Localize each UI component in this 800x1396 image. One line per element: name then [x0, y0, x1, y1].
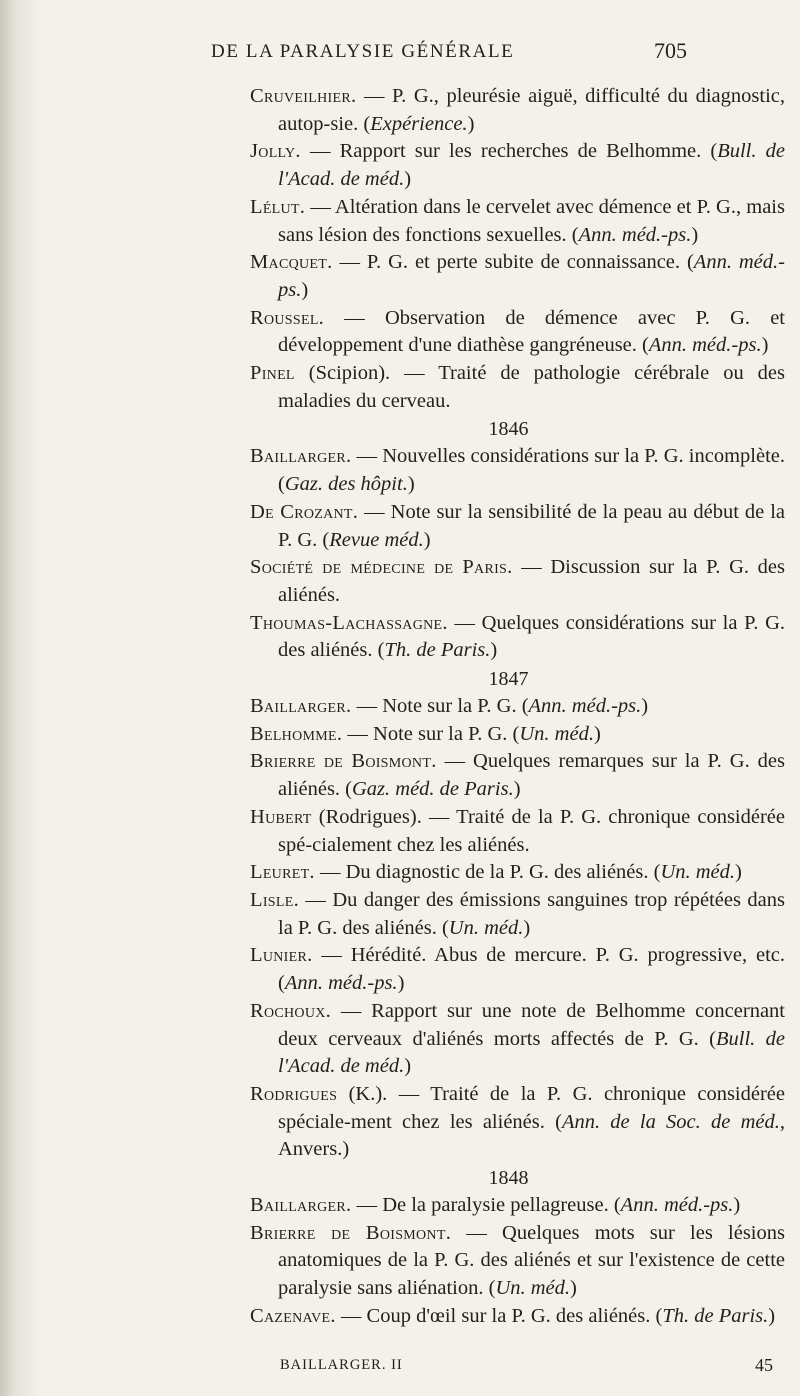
year-heading: 1846 [488, 418, 529, 441]
entry-title: — Nouvelles considérations sur la P. G. incomplète. ( [278, 445, 785, 496]
entry-source-close: ) [467, 112, 475, 135]
entry-author: Brierre de Boismont. [250, 750, 437, 773]
entry-source: Gaz. des hôpit. [284, 473, 408, 496]
entry-title: — Quelques remarques sur la P. G. des aliénés. ( [278, 750, 785, 801]
entry-title: — Rapport sur une note de Belhomme concernant deux cerveaux d'aliénés morts affectés de P. G. ( [278, 999, 785, 1050]
bibliography-entry [250, 942, 785, 997]
bibliography-entry [250, 554, 785, 609]
entry-source: Un. méd. [495, 1277, 571, 1300]
entry-author: Brierre de Boismont. [250, 1221, 452, 1244]
entry-source: Bull. de l'Acad. de méd. [278, 140, 785, 191]
entry-title: — Note sur la P. G. ( [351, 695, 529, 718]
bibliography-entry [250, 1192, 785, 1220]
entry-source: Revue méd. [329, 528, 424, 551]
entry-source-close: ) [761, 334, 769, 357]
entry-source: Ann. méd.-ps. [578, 223, 692, 246]
entry-source-close: ) [523, 916, 531, 939]
entry-source-close: ) [404, 1055, 412, 1078]
bibliography-entry [250, 693, 785, 721]
entry-author: Rochoux. [250, 999, 332, 1022]
entry-author: Thoumas-Lachassagne. [250, 611, 448, 634]
page-footer [280, 1357, 800, 1381]
entry-source: Expérience. [370, 112, 468, 135]
entry-source: Ann. méd.-ps. [278, 251, 785, 301]
bibliography-entry [250, 998, 785, 1081]
entry-title: — Note sur la P. G. ( [342, 722, 520, 745]
entry-author: Belhomme. [250, 722, 343, 745]
entry-author: Cazenave. [250, 1304, 336, 1327]
entry-source-close: ) [768, 1304, 776, 1327]
entry-author: Pinel [250, 362, 295, 385]
entry-source-close: ) [513, 778, 521, 801]
entry-title: — Hérédité. Abus de mercure. P. G. progressive, etc. ( [278, 944, 785, 995]
sheet-number: 45 [755, 1355, 773, 1375]
entry-author: Lélut. [250, 195, 306, 218]
entry-source-close: ) [641, 695, 649, 718]
bibliography-entry [250, 305, 785, 360]
bibliography-entry [250, 360, 785, 415]
page-gutter-shadow [0, 0, 40, 1396]
entry-author: Société de médecine de Paris. [250, 556, 513, 579]
entry-source-close: , Anvers.) [278, 1110, 785, 1161]
bibliography-entry [250, 138, 785, 193]
bibliography-list [250, 83, 785, 1331]
entry-source-close: ) [407, 473, 415, 496]
bibliography-entry [250, 859, 785, 887]
entry-source: Th. de Paris. [384, 639, 491, 662]
page-number: 705 [654, 38, 687, 63]
year-heading: 1847 [488, 668, 529, 691]
page-header [0, 38, 800, 66]
bibliography-entry [250, 83, 785, 138]
bibliography-entry [250, 1220, 785, 1303]
bibliography-entry [250, 1303, 785, 1331]
signature-mark: BAILLARGER. II [280, 1357, 403, 1373]
entry-title: — Altération dans le cervelet avec démence et P. G., mais sans lésion des fonctions sexuelles. ( [278, 195, 785, 246]
entry-source-close: ) [735, 861, 742, 884]
bibliography-entry [250, 1081, 785, 1164]
entry-author: Rodrigues [250, 1082, 338, 1105]
entry-title: — Du diagnostic de la P. G. des aliénés. ( [314, 861, 661, 884]
entry-source: Un. méd. [448, 916, 524, 939]
entry-author: Hubert [250, 805, 312, 828]
entry-title: — Coup d'œil sur la P. G. des aliénés. ( [335, 1304, 663, 1327]
entry-title: — Quelques mots sur les lésions anatomiques de la P. G. des aliénés et sur l'existence de cette paralysie sans aliénation. ( [278, 1221, 785, 1300]
entry-source: Un. méd. [519, 722, 594, 745]
entry-title: — De la paralysie pellagreuse. ( [351, 1194, 621, 1217]
bibliography-entry [250, 804, 785, 859]
bibliography-entry [250, 443, 785, 498]
entry-title: — P. G. et perte subite de connaissance. ( [332, 251, 694, 274]
entry-source: Th. de Paris. [662, 1304, 769, 1327]
entry-author: Baillarger. [250, 695, 352, 718]
running-title: DE LA PARALYSIE GÉNÉRALE [211, 41, 515, 62]
entry-source: Bull. de l'Acad. de méd. [278, 1027, 786, 1078]
entry-title: — Discussion sur la P. G. des aliénés. [278, 556, 785, 606]
entry-title: — P. G., pleurésie aiguë, difficulté du diagnostic, autop-sie. ( [278, 85, 785, 135]
bibliography-entry [250, 887, 785, 942]
entry-source-close: ) [593, 722, 601, 745]
entry-source-close: ) [301, 278, 309, 301]
year-heading: 1848 [488, 1167, 529, 1190]
bibliography-entry [250, 748, 785, 803]
entry-source-close: ) [570, 1277, 577, 1300]
entry-author: De Crozant. [250, 500, 359, 523]
entry-source-close: ) [733, 1194, 741, 1217]
entry-source-close: ) [490, 639, 498, 662]
entry-source: Ann. méd.-ps. [648, 334, 762, 357]
entry-author: Cruveilhier. [250, 85, 357, 107]
entry-title: (K.). — Traité de la P. G. chronique considérée spéciale-ment chez les aliénés. ( [278, 1082, 785, 1133]
entry-author: Jolly. [250, 140, 301, 163]
entry-source-close: ) [691, 223, 699, 246]
entry-title: (Scipion). — Traité de pathologie cérébrale ou des maladies du cerveau. [278, 362, 785, 412]
entry-source-close: ) [423, 528, 431, 551]
bibliography-entry [250, 249, 785, 304]
bibliography-entry [250, 499, 785, 554]
entry-title: — Observation de démence avec P. G. et développement d'une diathèse gangréneuse. ( [278, 306, 785, 357]
bibliography-entry [250, 610, 785, 665]
entry-source-close: ) [397, 972, 405, 995]
bibliography-entry [250, 721, 785, 749]
entry-source: Gaz. méd. de Paris. [352, 778, 514, 801]
entry-author: Lunier. [250, 944, 313, 967]
entry-source: Ann. de la Soc. de méd. [561, 1110, 780, 1133]
entry-title: (Rodrigues). — Traité de la P. G. chronique considérée spé-cialement chez les aliénés. [278, 805, 785, 856]
entry-source: Ann. méd.-ps. [284, 972, 398, 995]
entry-title: — Quelques considérations sur la P. G. des aliénés. ( [278, 611, 785, 662]
entry-title: — Rapport sur les recherches de Belhomme. ( [300, 140, 718, 163]
entry-title: — Note sur la sensibilité de la peau au début de la P. G. ( [278, 500, 785, 551]
entry-author: Lisle. [250, 888, 299, 911]
entry-title: — Du danger des émissions sanguines trop répétées dans la P. G. des aliénés. ( [278, 888, 785, 939]
entry-source: Ann. méd.-ps. [620, 1194, 734, 1217]
entry-author: Leuret. [250, 861, 315, 884]
entry-source-close: ) [404, 168, 412, 191]
bibliography-entry [250, 194, 785, 249]
entry-author: Baillarger. [250, 1194, 352, 1217]
entry-source: Un. méd. [660, 861, 736, 884]
entry-author: Baillarger. [250, 445, 352, 468]
entry-author: Roussel. [250, 306, 325, 329]
entry-author: Macquet. [250, 251, 333, 274]
entry-source: Ann. méd.-ps. [528, 695, 642, 718]
